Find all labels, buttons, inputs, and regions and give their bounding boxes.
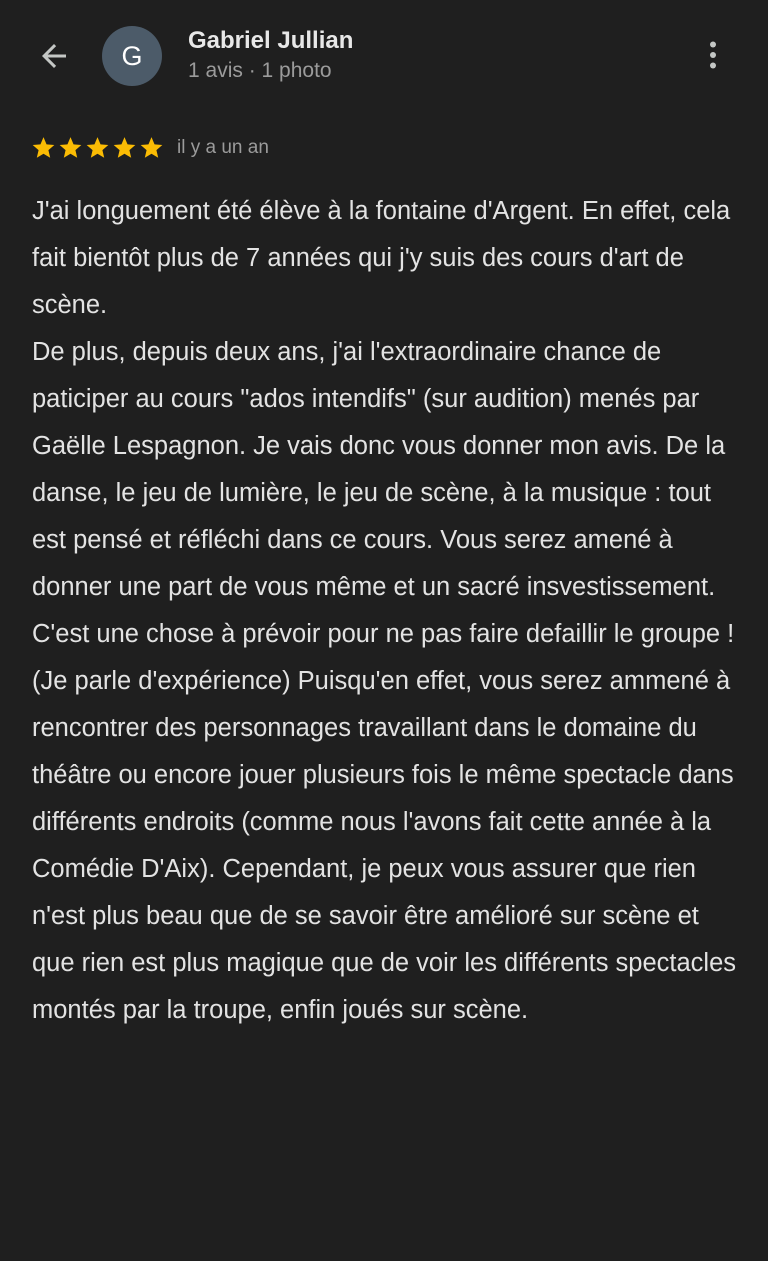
avatar[interactable]	[102, 26, 162, 86]
more-options-button[interactable]	[692, 34, 734, 76]
star-icon	[57, 135, 84, 161]
review-header	[0, 0, 768, 112]
review-text: J'ai longuement été élève à la fontaine d'Argent. En effet, cela fait bientôt plus de 7 années qui j'y suis des cours d'art de scène. De plus, depuis deux ans, j'ai l'extraordinaire chance de paticiper au cours "ados intendifs" (sur audition) menés par Gaëlle Lespagnon. Je vais donc vous donner mon avis. De la danse, le jeu de lumière, le jeu de scène, à la musique : tout est pensé et réfléchi dans ce cours. Vous serez amené à donner une part de vous même et un sacré insvestissement. C'est une chose à prévoir pour ne pas faire defaillir le groupe ! (Je parle d'expérience) Puisqu'en effet, vous serez ammené à rencontrer des personnages travaillant dans le domaine du théâtre ou encore jouer plusieurs fois le même spectacle dans différents endroits (comme nous l'avons fait cette année à la Comédie D'Aix). Cependant, je peux vous assurer que rien n'est plus beau que de se savoir être amélioré sur scène et que rien est plus magique que de voir les différents spectacles montés par la troupe, enfin joués sur scène.	[32, 197, 737, 1024]
star-rating	[30, 135, 165, 161]
reviewer-name[interactable]: Gabriel Jullian	[188, 27, 354, 54]
star-icon	[138, 135, 165, 161]
review-date: il y a un an	[177, 137, 269, 158]
more-vertical-icon	[695, 37, 731, 73]
star-icon	[30, 135, 57, 161]
back-button[interactable]	[30, 32, 78, 80]
star-icon	[84, 135, 111, 161]
star-icon	[111, 135, 138, 161]
arrow-left-icon	[36, 38, 72, 74]
avatar-letter: G	[121, 40, 143, 71]
reviewer-meta: 1 avis · 1 photo	[188, 59, 332, 82]
rating-row	[30, 134, 269, 162]
